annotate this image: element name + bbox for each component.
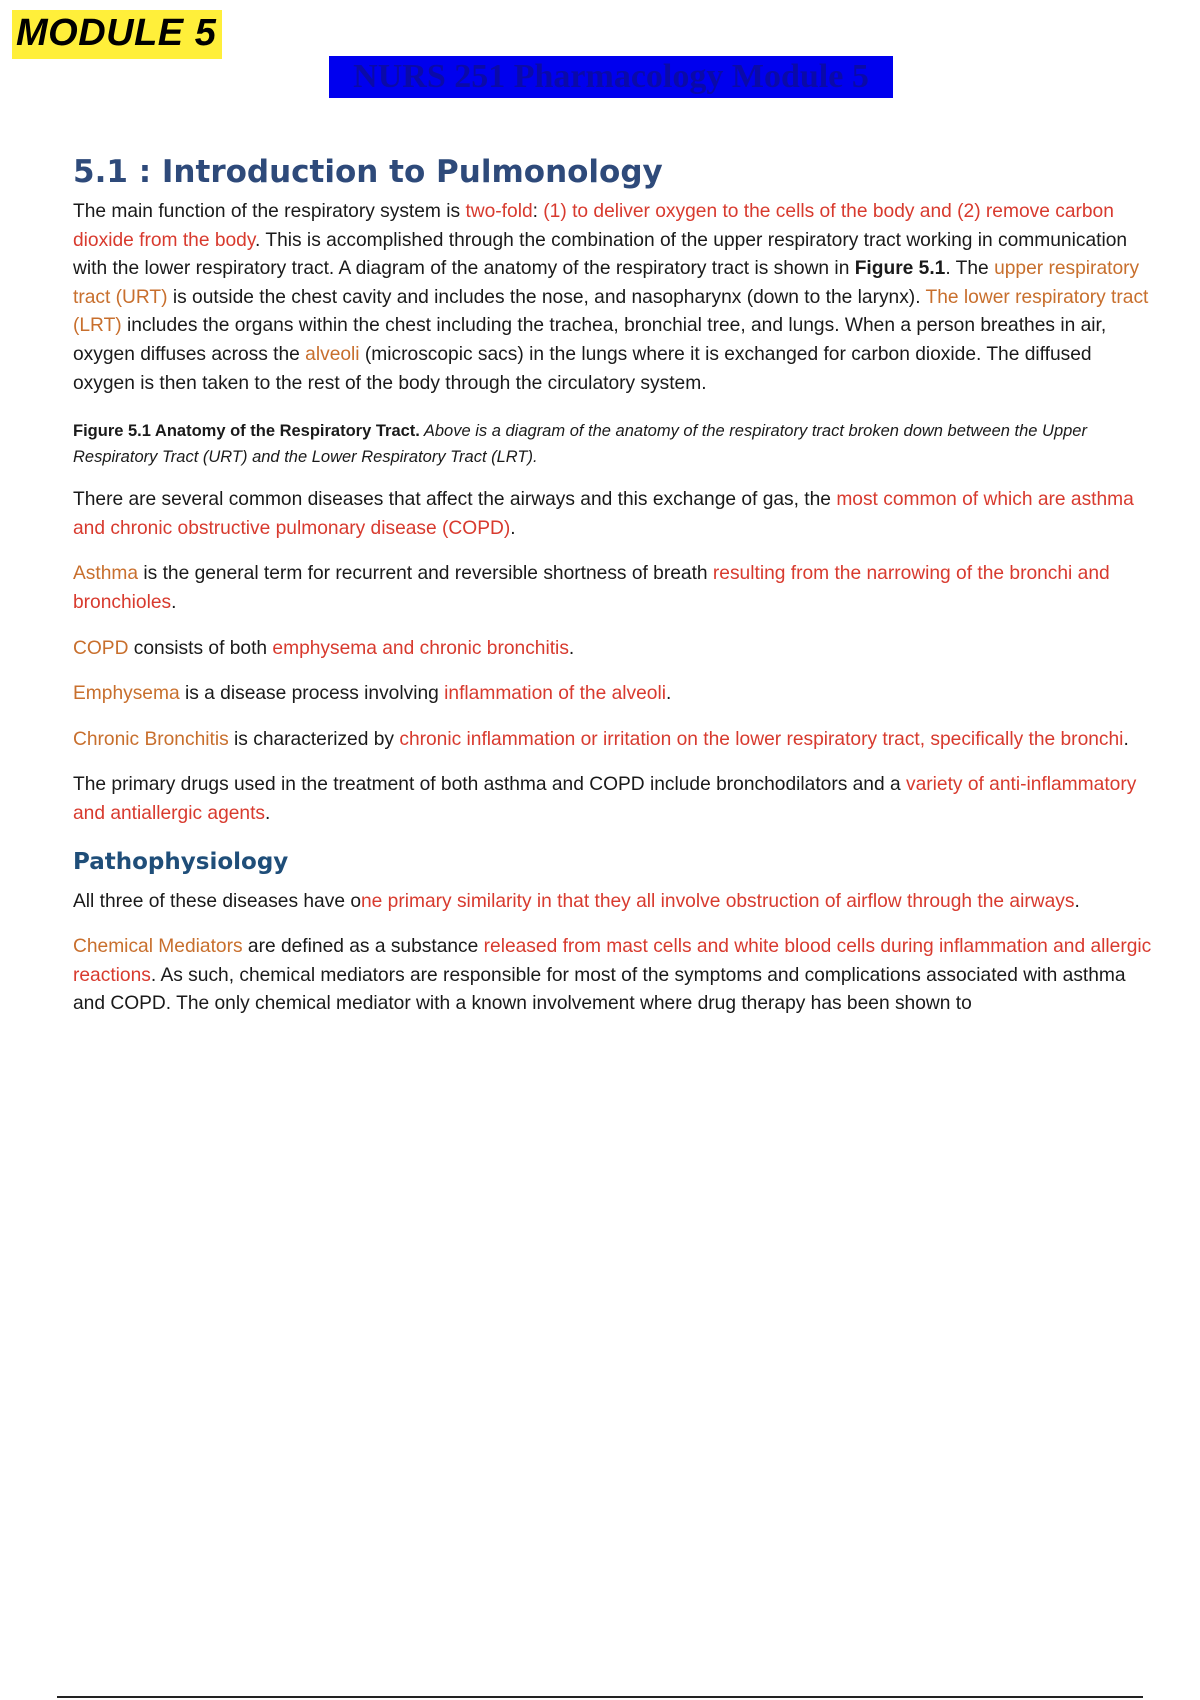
copd-highlight: emphysema and chronic bronchitis xyxy=(272,637,569,659)
intro-text: is outside the chest cavity and includes the nose, and nasopharynx (down to the larynx). xyxy=(167,286,926,308)
copd-term: COPD xyxy=(73,637,129,659)
asthma-term: Asthma xyxy=(73,563,139,585)
alveoli-term: alveoli xyxy=(305,343,360,365)
drugs-text: The primary drugs used in the treatment of both asthma and COPD include bronchodilators and a xyxy=(73,774,906,796)
diseases-text: . xyxy=(510,517,516,539)
figure-reference: Figure 5.1 xyxy=(854,258,946,280)
footer-divider xyxy=(57,1696,1143,1698)
pathophysiology-paragraph xyxy=(73,888,1153,917)
emphysema-term: Emphysema xyxy=(73,683,180,705)
drugs-text: . xyxy=(265,802,271,824)
intro-text: . The xyxy=(945,258,995,280)
drugs-paragraph xyxy=(73,771,1153,828)
intro-text: includes the organs within the chest including the trachea, bronchial tree, and lungs. When a person breathes in air, oxygen diffuses across the xyxy=(73,315,1107,365)
copd-text: . xyxy=(568,637,575,659)
bronchitis-term: Chronic Bronchitis xyxy=(73,728,229,750)
document-body xyxy=(73,150,1153,1036)
drugs-highlight: variety of anti-inflammatory and antiallergic agents xyxy=(73,774,1137,824)
mediators-paragraph xyxy=(73,933,1153,1019)
intro-highlight: (1) to deliver oxygen to the cells of the body and (2) remove carbon dioxide from the body xyxy=(73,201,1114,251)
mediators-term: Chemical Mediators xyxy=(73,936,243,958)
emphysema-paragraph xyxy=(73,680,1153,709)
asthma-text: is the general term for recurrent and reversible shortness of breath xyxy=(138,563,713,585)
section-title: 5.1 : Introduction to Pulmonology xyxy=(73,154,663,190)
mediators-highlight: released from mast cells and white blood cells during inflammation and allergic reactions xyxy=(73,936,1152,986)
pathophysiology-heading: Pathophysiology xyxy=(73,848,289,875)
asthma-highlight: resulting from the narrowing of the bronchi and bronchioles xyxy=(73,563,1110,613)
bronchitis-text: . xyxy=(1123,728,1129,750)
emphysema-text: . xyxy=(665,683,672,705)
diseases-highlight: most common of which are asthma and chronic obstructive pulmonary disease (COPD) xyxy=(73,489,1134,539)
course-banner: NURS 251 Pharmacology Module 5 xyxy=(329,56,893,98)
asthma-paragraph xyxy=(73,560,1153,617)
intro-text: . This is accomplished through the combination of the upper respiratory tract working in communication with the lower respiratory tract. A diagram of the anatomy of the respiratory tract is shown in xyxy=(73,229,1128,280)
copd-paragraph xyxy=(73,635,1153,664)
mediators-text: are defined as a substance xyxy=(242,936,484,958)
figure-caption-label: Figure 5.1 Anatomy of the Respiratory Tract. xyxy=(73,422,420,441)
module-badge: MODULE 5 xyxy=(12,10,222,59)
intro-highlight: two-fold xyxy=(465,201,533,222)
bronchitis-paragraph xyxy=(73,726,1153,755)
intro-text: (microscopic sacs) in the lungs where it is exchanged for carbon dioxide. The diffused oxygen is then taken to the rest of the body through the circulatory system. xyxy=(73,343,1092,394)
copd-text: consists of both xyxy=(128,637,273,659)
bronchitis-text: is characterized by xyxy=(228,728,400,750)
intro-text: The main function of the respiratory system is xyxy=(73,201,466,222)
diseases-text: There are several common diseases that affect the airways and this exchange of gas, the xyxy=(73,489,837,511)
intro-text: : xyxy=(532,201,544,222)
urt-term: upper respiratory tract (URT) xyxy=(73,258,1140,308)
figure-caption xyxy=(73,418,1153,470)
asthma-text: . xyxy=(171,591,177,613)
lrt-term: The lower respiratory tract (LRT) xyxy=(73,286,1149,337)
diseases-paragraph xyxy=(73,486,1153,543)
bronchitis-highlight: chronic inflammation or irritation on the lower respiratory tract, specifically the bronchi xyxy=(399,728,1124,750)
patho-highlight: ne primary similarity in that they all involve obstruction of airflow through the airways xyxy=(361,890,1075,912)
intro-paragraph xyxy=(73,198,1153,398)
mediators-text: . As such, chemical mediators are responsible for most of the symptoms and complications associated with asthma and COPD. The only chemical mediator with a known involvement where drug therapy has been shown to xyxy=(73,964,1126,1015)
patho-text: . xyxy=(1074,890,1080,912)
patho-text: All three of these diseases have o xyxy=(73,890,361,912)
emphysema-highlight: inflammation of the alveoli xyxy=(444,683,666,705)
figure-caption-text: Above is a diagram of the anatomy of the respiratory tract broken down between the Upper Respiratory Tract (URT) and the Lower Respiratory Tract (LRT). xyxy=(73,422,1087,467)
emphysema-text: is a disease process involving xyxy=(179,683,445,705)
